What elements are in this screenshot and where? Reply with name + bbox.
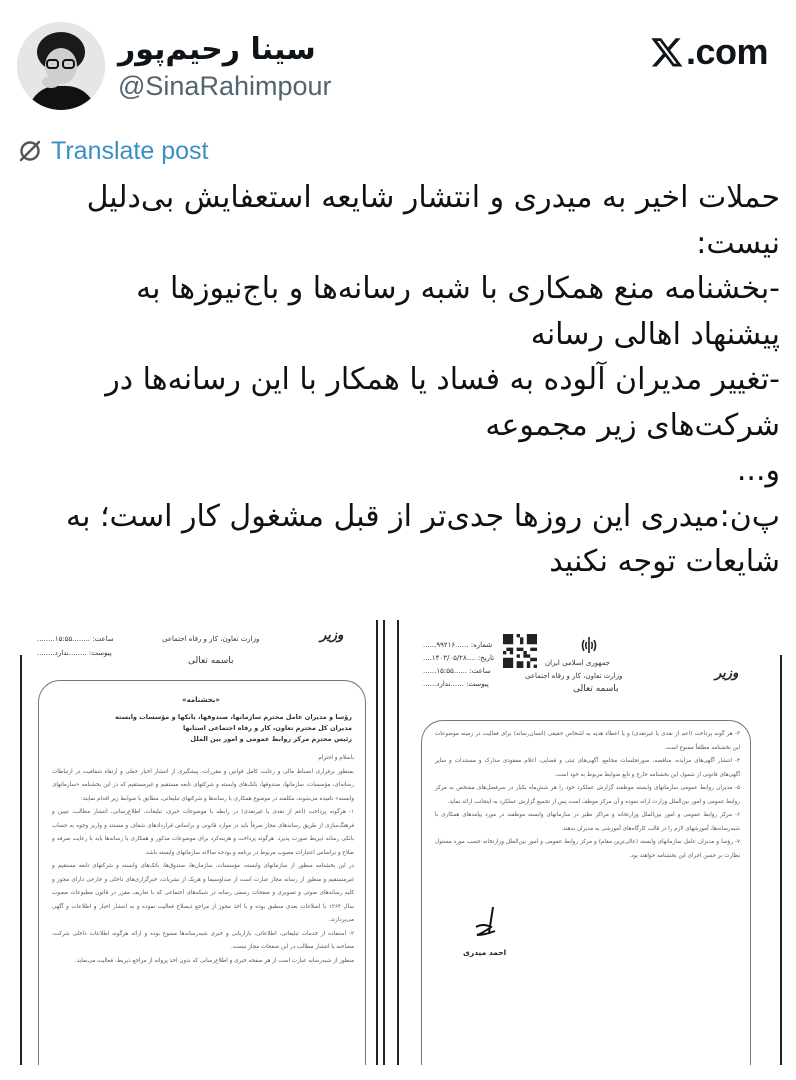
ministry-name: وزارت تعاون، کار و رفاه اجتماعی xyxy=(162,635,260,643)
document-page-1[interactable] xyxy=(12,620,390,1065)
signature-icon xyxy=(471,905,501,945)
ministry-line-1: جمهوری اسلامی ایران xyxy=(545,659,610,667)
doc-meta-attachment: پیوست: ........ندارد........ xyxy=(37,649,112,657)
post-body xyxy=(40,175,780,585)
document-body xyxy=(435,728,740,863)
iran-emblem-icon xyxy=(578,634,600,656)
ministry-line-2: وزارت تعاون، کار و رفاه اجتماعی xyxy=(525,672,623,680)
post-line: نیست: xyxy=(696,225,780,261)
post-line: شرکت‌های زیر مجموعه xyxy=(485,407,780,443)
post-line: پ‌ن:میدری این روزها جدی‌تر از قبل مشغول کار است؛ به xyxy=(65,498,780,534)
addressee: رؤسا و مدیران عامل محترم سازمانها، صندوقها، بانکها و مؤسسات وابسته xyxy=(115,713,352,721)
user-handle[interactable]: @SinaRahimpour xyxy=(118,71,332,101)
minister-label: وزیر xyxy=(320,628,344,643)
x-com-brand xyxy=(650,30,768,74)
translate-post-label: Translate post xyxy=(51,137,209,165)
brand-text: .com xyxy=(686,31,769,72)
addressee-list xyxy=(102,712,352,745)
addressee: مدیران کل محترم تعاون، کار و رفاه اجتماعی استانها xyxy=(182,724,352,732)
paragraph: ۶- مرکز روابط عمومی و امور بین‌الملل وزارتخانه و مراکز نظیر در سازمانهای وابسته موظفند در مورد پیامدهای همکاری با شبه‌رسانه‌ها، آموزشهای لازم را در قالب کارگاه‌های آموزشی به مدیران بدهند. xyxy=(435,812,740,832)
doc-meta-attachment: پیوست: ......ندارد...... xyxy=(423,680,489,688)
post-line: شایعات توجه نکنید xyxy=(549,544,780,579)
bismillah: باسمه تعالی xyxy=(188,656,234,666)
display-name[interactable]: سینا رحیم‌پور xyxy=(118,32,316,67)
post-header xyxy=(0,0,796,120)
avatar-photo xyxy=(17,22,105,110)
signatory-name: احمد میدری xyxy=(463,948,507,957)
greeting: باسلام و احترام xyxy=(318,755,354,761)
qr-code-icon xyxy=(503,634,537,668)
post-line: -بخشنامه منع همکاری با شبه رسانه‌ها و باج‌نیوزها به xyxy=(136,271,780,306)
paragraph: منظور از شبه‌رسانه عبارت است از هر صفحه خبری و اطلاع‌رسانی که بدون اخذ پروانه از مراجع ذیربط، فعالیت می‌نماید. xyxy=(74,957,354,964)
page-edge xyxy=(20,655,22,1065)
paragraph: ۱- هرگونه پرداخت (اعم از نقدی یا غیرنقدی) در رابطه با موضوعات خبری، تبلیغات، اطلاع‌رسانی، انتشار مطالب، تبیین و فرهنگ‌سازی از طریق رسانه‌های مجاز صرفاً باید در موارد قانونی و براساس قراردادهای شفاف و مستند و واریز وجوه به حساب بانکی رسانه ذیربط صورت پذیرد. هرگونه پرداخت و هزینه‌کرد برای موضوعات مذکور و همکاری با رسانه‌ها باید با رعایت صرفه و صلاح و براساس اعتبارات مصوب مربوط در برنامه و بودجه سالانه سازمانهای وابسته باشد. xyxy=(52,809,354,856)
globe-slash-icon xyxy=(17,138,43,164)
addressee: رئیس محترم مرکز روابط عمومی و امور بین الملل xyxy=(190,735,352,743)
bismillah: باسمه تعالی xyxy=(573,684,619,694)
post-line: پیشنهاد اهالی رسانه xyxy=(530,316,780,352)
doc-meta-time: ساعت: ........۱۵:۵۵........ xyxy=(37,635,114,643)
x-logo-icon xyxy=(650,35,684,69)
doc-meta-number: شماره: ......۹۹۲۱۶...... xyxy=(423,641,493,649)
document-page-2[interactable] xyxy=(395,620,787,1065)
paragraph: ۲- استفاده از خدمات تبلیغاتی، اطلاعاتی، بازاریابی و خبری شبه‌رسانه‌ها ممنوع بوده و ارائه هرگونه اطلاعات داخلی شرکت، مصاحبه یا انتشار مطالب در این صفحات مجاز نیست. xyxy=(52,930,354,950)
paragraph: ۵- مدیران روابط عمومی سازمانهای وابسته موظفند گزارش عملکرد خود را هر شش‌ماه یکبار در سرفصل‌های مشخص به مرکز روابط عمومی و امور بین‌الملل وزارت ارائه نموده و آن مرکز موظف است پس از تجمیع گزارش عملکرد به اینجانب ارائه نماید. xyxy=(435,785,740,805)
paragraph: در این بخشنامه منظور از سازمانهای وابسته، مؤسسات، سازمان‌ها، صندوق‌ها، بانک‌های وابسته و شرکتهای تابعه مستقیم و غیرمستقیم و منظور از رسانه مجاز عبارت است از صداوسیما و هریک از نشریات، خبرگزاری‌های داخلی و خارجی دارای مجوز و کلیه رسانه‌های صوتی و تصویری و صفحات رسمی رسانه در شبکه‌های اجتماعی که با تعاریف مقرر در قانون مطبوعات مصوب سال ۱۳۶۴ با اصلاحات بعدی منطبق بوده و با اخذ مجوز از مراجع ذیصلاح فعالیت نموده و به انتشار اخبار و اطلاعات و آگهی می‌پردازند. xyxy=(52,863,355,923)
post-line: حملات اخیر به میدری و انتشار شایعه استعفایش بی‌دلیل xyxy=(86,180,780,215)
page-edge xyxy=(383,620,385,1065)
paragraph: ۷- رؤسا و مدیران عامل سازمانهای وابسته (عالی‌ترین مقام) و مرکز روابط عمومی و امور بین‌الملل وزارتخانه حسب مورد مسئول نظارت بر حسن اجرای این بخشنامه خواهند بود. xyxy=(435,839,740,859)
post-line: -تغییر مدیران آلوده به فساد یا همکار با این رسانه‌ها در xyxy=(105,362,780,397)
post-media[interactable] xyxy=(0,610,796,1070)
document-title: «بخشنامه» xyxy=(182,696,220,704)
avatar[interactable] xyxy=(17,22,105,110)
page-edge xyxy=(397,620,399,1065)
doc-meta-time: ساعت: ......۱۵:۵۵...... xyxy=(423,667,491,675)
paragraph: ۳- هر گونه پرداخت (اعم از نقدی یا غیرنقدی) و یا اعطاء هدیه به اشخاص حقیقی (انسان‌رسانه) برای فعالیت در زمینه موضوعات این بخشنامه مطلقاً ممنوع است. xyxy=(435,731,740,751)
document-body xyxy=(52,752,354,968)
post-line: و... xyxy=(736,453,780,488)
paragraph: بمنظور برقراری انضباط مالی و رعایت کامل قوانین و مقررات، پیشگیری از انتشار اخبار جعلی و ارتقاء شفافیت در ارتباطات رسانه‌ای، مؤسسات، سازمانها، صندوقها، بانک‌های وابسته و شرکتهای تابعه مستقیم و غیرمستقیم که در این بخشنامه «سازمانهای وابسته» نامیده می‌شوند، مکلفند در موضوع همکاری با رسانه‌ها و شرکتهای تبلیغاتی، مطابق با ضوابط زیر اقدام نمایند: xyxy=(52,768,354,802)
doc-meta-date: تاریخ: ....۱۴۰۳/۰۵/۲۸.... xyxy=(423,654,495,662)
page-edge xyxy=(780,655,782,1065)
paragraph: ۴- انتشار آگهی‌های مزایده، مناقصه، صورتجلسات مجامع، آگهی‌های ثبتی و قضایی، اعلام مفقودی مدارک و مستندات و سایر آگهی‌های قانونی از شمول این بخشنامه خارج و تابع ضوابط مربوط به خود است. xyxy=(435,758,740,778)
translate-post-button[interactable] xyxy=(17,135,208,167)
minister-label: وزیر xyxy=(715,666,739,681)
page-edge xyxy=(376,620,378,1065)
